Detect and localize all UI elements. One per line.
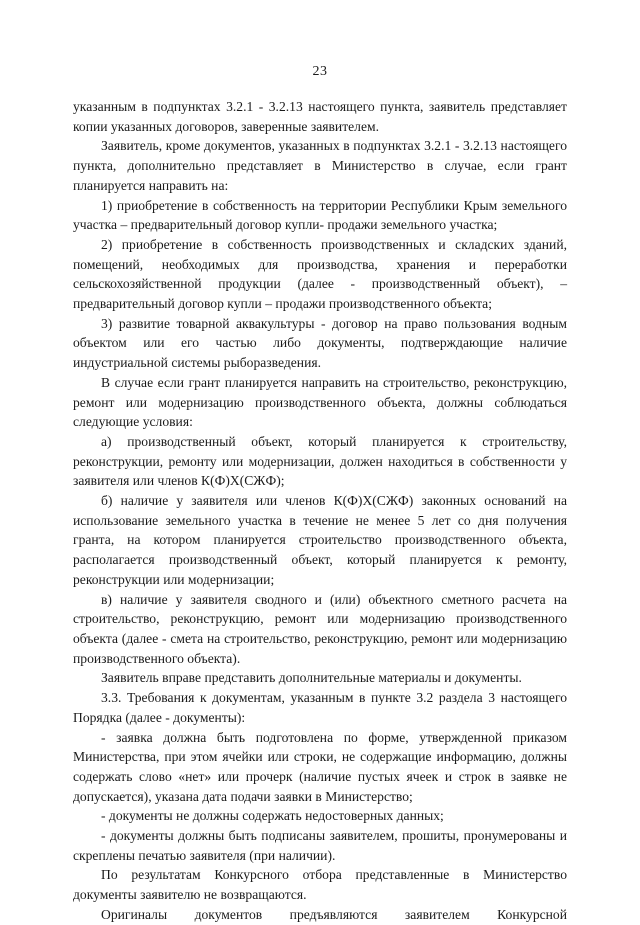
paragraph: в) наличие у заявителя сводного и (или) объектного сметного расчета на строительство, реконструкцию, ремонт или модернизацию производственного объекта (далее - смета на строительство, реконструкцию, ремонт или модернизацию производственного объекта).	[73, 591, 567, 666]
paragraph: - документы должны быть подписаны заявителем, прошиты, пронумерованы и скреплены печатью заявителя (при наличии).	[73, 828, 567, 863]
page-number: 23	[312, 64, 328, 79]
paragraph: б) наличие у заявителя или членов К(Ф)Х(СЖФ) законных оснований на использование земельного участка в течение не менее 5 лет со дня получения гранта, на котором планируется строительство производственного объекта, располагается производственный объект, который планируется к ремонту, реконструкции или модернизации;	[73, 493, 567, 587]
paragraph: Заявитель, кроме документов, указанных в подпунктах 3.2.1 - 3.2.13 настоящего пункта, дополнительно представляет в Министерство в случае, если грант планируется направить на:	[73, 138, 567, 193]
paragraph: По результатам Конкурсного отбора представленные в Министерство документы заявителю не возвращаются.	[73, 867, 567, 903]
document-body	[73, 97, 567, 925]
paragraph: а) производственный объект, который планируется к строительству, реконструкции, ремонту или модернизации, должен находиться в собственности у заявителя или членов К(Ф)Х(СЖФ);	[73, 433, 567, 489]
paragraph: указанным в подпунктах 3.2.1 - 3.2.13 настоящего пункта, заявитель представляет копии указанных договоров, заверенные заявителем.	[73, 99, 567, 134]
paragraph: В случае если грант планируется направить на строительство, реконструкцию, ремонт или модернизацию производственного объекта, должны соблюдаться следующие условия:	[73, 374, 567, 430]
paragraph: - документы не должны содержать недостоверных данных;	[101, 808, 444, 824]
paragraph: 3) развитие товарной аквакультуры - договор на право пользования водным объектом или его частью либо документы, подтверждающие наличие индустриальной системы рыборазведения.	[73, 315, 567, 371]
paragraph: 3.3. Требования к документам, указанным в пункте 3.2 раздела 3 настоящего Порядка (далее - документы):	[73, 690, 567, 725]
paragraph: - заявка должна быть подготовлена по форме, утвержденной приказом Министерства, при этом ячейки или строки, не содержащие информацию, должны содержать слово «нет» или прочерк (наличие пустых ячеек и строк в заявке не допускается), указана дата подачи заявки в Министерство;	[73, 729, 567, 804]
paragraph: Заявитель вправе представить дополнительные материалы и документы.	[101, 670, 522, 686]
paragraph: 1) приобретение в собственность на территории Республики Крым земельного участка – предварительный договор купли- продажи земельного участка;	[73, 197, 567, 233]
paragraph: 2) приобретение в собственность производственных и складских зданий, помещений, необходимых для производства, хранения и переработки сельскохозяйственной продукции (далее - производственный объект), – предварительный договор купли – продажи производственного объекта;	[73, 236, 567, 312]
paragraph: Оригиналы документов предъявляются заявителем Конкурсной	[101, 906, 567, 922]
